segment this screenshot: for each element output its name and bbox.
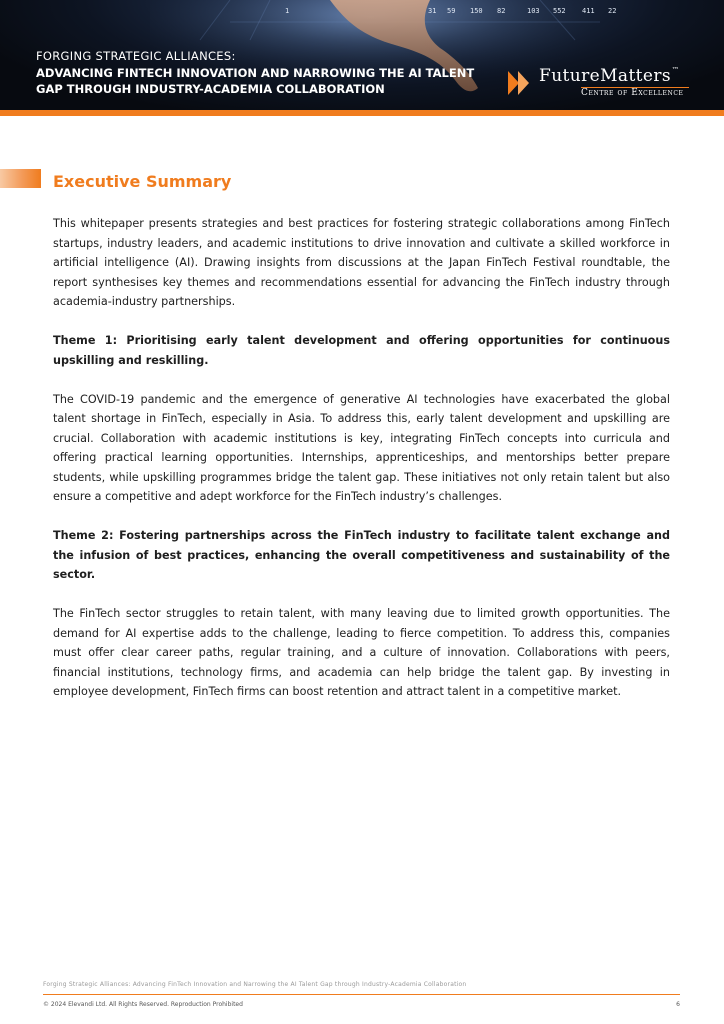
document-kicker: FORGING STRATEGIC ALLIANCES: <box>36 49 236 63</box>
page-number: 6 <box>676 1001 680 1008</box>
display-digit: 150 <box>470 7 483 15</box>
display-digit: 103 <box>527 7 540 15</box>
futurematters-logo <box>508 66 698 100</box>
logo-name: FutureMatters <box>539 66 672 86</box>
footer-document-title: Forging Strategic Alliances: Advancing FinTech Innovation and Narrowing the AI Talent Gap through Industry-Academia Collaboration <box>43 981 467 988</box>
trademark-mark: ™ <box>672 66 680 74</box>
intro-paragraph: This whitepaper presents strategies and best practices for fostering strategic collaborations among FinTech startups, industry leaders, and academic institutions to drive innovation and cultivate a skilled workforce in artificial intelligence (AI). Drawing insights from discussions at the Japan FinTech Festival roundtable, the report synthesises key themes and recommendations essential for advancing the FinTech industry through academia-industry partnerships. <box>53 217 670 308</box>
theme-2-paragraph: The FinTech sector struggles to retain talent, with many leaving due to limited growth opportunities. The demand for AI expertise adds to the challenge, leading to fierce competition. To address this, companies must offer clear career paths, regular training, and a culture of innovation. Collaborations with peers, financial institutions, technology firms, and academia can help bridge the talent gap. By investing in employee development, FinTech firms can boost retention and attract talent in a competitive market. <box>53 607 670 698</box>
logo-subtitle: Centre of Excellence <box>581 88 684 98</box>
display-digit: 82 <box>497 7 506 15</box>
theme-2-heading: Theme 2: Fostering partnerships across the FinTech industry to facilitate talent exchange and the infusion of best practices, enhancing the overall competitiveness and sustainability of the sector. <box>53 529 670 581</box>
header-banner <box>0 0 724 110</box>
theme-1-paragraph: The COVID-19 pandemic and the emergence of generative AI technologies have exacerbated the global talent shortage in FinTech, especially in Asia. To address this, early talent development and upskilling are crucial. Collaboration with academic institutions is key, integrating FinTech concepts into curricula and offering practical learning opportunities. Internships, apprenticeships, and mentorships better prepare students, while upskilling programmes bridge the talent gap. These initiatives not only retain talent but also ensure a competitive and adept workforce for the FinTech industry’s challenges. <box>53 392 670 503</box>
footer-divider <box>43 994 680 995</box>
heading-accent-bar <box>0 169 41 188</box>
logo-wordmark <box>539 66 679 86</box>
display-digit: 59 <box>447 7 456 15</box>
footer-copyright: © 2024 Elevandi Ltd. All Rights Reserved. Reproduction Prohibited <box>43 1001 243 1008</box>
section-heading: Executive Summary <box>53 172 232 191</box>
executive-summary-body <box>53 214 670 721</box>
display-digit: 411 <box>582 7 595 15</box>
document-title: ADVANCING FINTECH INNOVATION AND NARROWING THE AI TALENT GAP THROUGH INDUSTRY-ACADEMIA COLLABORATION <box>36 66 475 96</box>
display-digit: 31 <box>428 7 437 15</box>
theme-1-heading: Theme 1: Prioritising early talent development and offering opportunities for continuous upskilling and reskilling. <box>53 334 670 367</box>
double-chevron-icon <box>508 69 536 97</box>
display-digit: 552 <box>553 7 566 15</box>
display-digit: 1 <box>285 7 290 15</box>
display-digit: 22 <box>608 7 617 15</box>
header-accent-stripe <box>0 110 724 116</box>
